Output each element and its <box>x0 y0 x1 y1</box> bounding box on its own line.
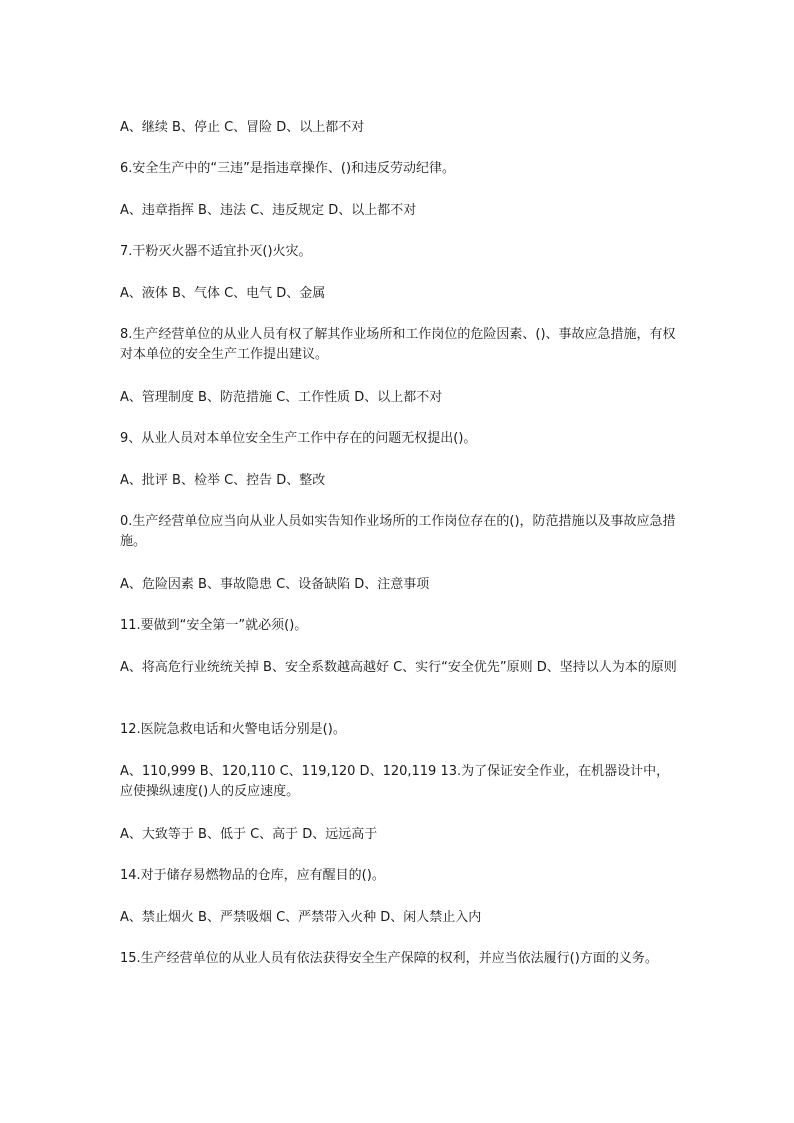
question-14: 14.对于储存易燃物品的仓库，应有醒目的()。 <box>120 868 385 883</box>
question-6: 6.安全生产中的“三违”是指违章操作、()和违反劳动纪律。 <box>120 161 456 176</box>
question-11: 11.要做到“安全第一”就必须()。 <box>120 618 308 633</box>
answer-options-8: A、管理制度 B、防范措施 C、工作性质 D、以上都不对 <box>120 390 443 405</box>
answer-options-11: A、将高危行业统统关掉 B、安全系数越高越好 C、实行“安全优先”原则 D、坚持以人为本的原则 <box>120 660 677 675</box>
question-7: 7.干粉灭火器不适宜扑灭()火灾。 <box>120 244 312 259</box>
question-12: 12.医院急救电话和火警电话分别是()。 <box>120 722 346 737</box>
answer-options-7: A、液体 B、气体 C、电气 D、金属 <box>120 286 326 301</box>
question-10: 0.生产经营单位应当向从业人员如实告知作业场所的工作岗位存在的()，防范措施以及事故应急措施。 <box>120 514 676 549</box>
answer-options-6: A、违章指挥 B、违法 C、违反规定 D、以上都不对 <box>120 203 417 218</box>
answer-options-5: A、继续 B、停止 C、冒险 D、以上都不对 <box>120 120 365 135</box>
answer-options-13: A、大致等于 B、低于 C、高于 D、远远高于 <box>120 827 378 842</box>
answer-options-14: A、禁止烟火 B、严禁吸烟 C、严禁带入火种 D、闲人禁止入内 <box>120 910 482 925</box>
answer-options-10: A、危险因素 B、事故隐患 C、设备缺陷 D、注意事项 <box>120 577 430 592</box>
question-8: 8.生产经营单位的从业人员有权了解其作业场所和工作岗位的危险因素、()、事故应急措施，有权对本单位的安全生产工作提出建议。 <box>120 327 676 362</box>
answer-options-9: A、批评 B、检举 C、控告 D、整改 <box>120 473 326 488</box>
question-9: 9、从业人员对本单位安全生产工作中存在的问题无权提出()。 <box>120 431 477 446</box>
question-15: 15.生产经营单位的从业人员有依法获得安全生产保障的权利，并应当依法履行()方面的义务。 <box>120 951 658 966</box>
answer-options-12-question-13: A、110,999 B、120,110 C、119,120 D、120,119 13.为了保证安全作业，在机器设计中，应使操纵速度()人的反应速度。 <box>120 764 670 799</box>
